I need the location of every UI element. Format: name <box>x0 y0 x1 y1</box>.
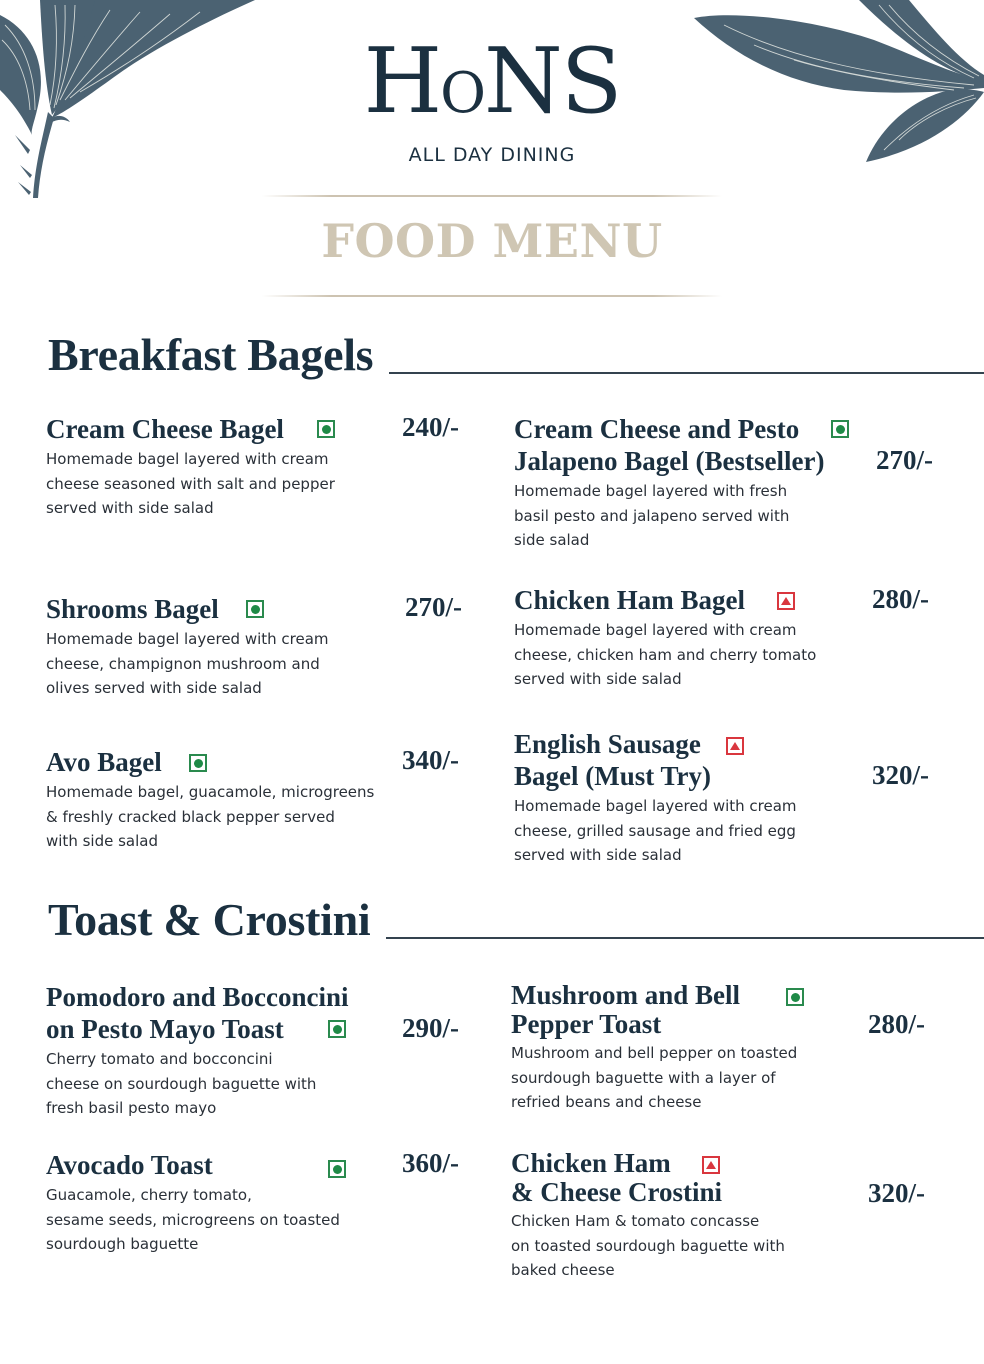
item-price: 280/- <box>872 584 929 614</box>
item-price: 290/- <box>402 1013 459 1043</box>
item-name: Cream Cheese and Pesto <box>514 414 800 444</box>
item-price: 320/- <box>868 1178 925 1208</box>
item-name: Chicken Ham <box>511 1148 671 1178</box>
item-name: Avocado Toast <box>46 1150 213 1180</box>
item-name: Shrooms Bagel <box>46 594 219 624</box>
section-header-breakfast-bagels <box>48 330 984 380</box>
veg-indicator-icon <box>317 420 335 438</box>
item-description: Homemade bagel layered with cream cheese, grilled sausage and fried egg served with side salad <box>514 797 797 864</box>
item-description: Homemade bagel layered with cream cheese, champignon mushroom and olives served with side salad <box>46 630 329 697</box>
veg-indicator-icon <box>328 1020 346 1038</box>
section-divider <box>386 937 984 939</box>
menu-item <box>46 1149 340 1257</box>
item-name: Mushroom and Bell <box>511 980 741 1010</box>
item-name: Pepper Toast <box>511 1009 662 1039</box>
title-divider-bottom <box>262 295 722 297</box>
menu-item <box>514 728 797 868</box>
brand-logo <box>363 29 621 140</box>
section-title: Breakfast Bagels <box>48 329 374 380</box>
item-description: Homemade bagel layered with fresh basil pesto and jalapeno served with side salad <box>514 482 790 549</box>
non-veg-indicator-icon <box>777 592 795 610</box>
section-title: Toast & Crostini <box>48 894 371 945</box>
veg-indicator-icon <box>189 754 207 772</box>
title-divider-top <box>262 195 722 197</box>
non-veg-indicator-icon <box>726 737 744 755</box>
item-price: 280/- <box>868 1009 925 1039</box>
menu-item <box>511 1149 785 1283</box>
item-price: 320/- <box>872 760 929 790</box>
item-name: Avo Bagel <box>46 747 162 777</box>
item-name: Chicken Ham Bagel <box>514 585 746 615</box>
item-description: Homemade bagel layered with cream cheese, chicken ham and cherry tomato served with side salad <box>514 621 817 688</box>
brand-letter: H <box>363 29 441 134</box>
item-price: 240/- <box>402 412 459 442</box>
brand-letter: S <box>560 29 621 134</box>
item-name: on Pesto Mayo Toast <box>46 1014 284 1044</box>
menu-item <box>514 584 816 692</box>
menu-item <box>514 413 824 553</box>
item-name: Pomodoro and Bocconcini <box>46 982 349 1012</box>
veg-indicator-icon <box>786 988 804 1006</box>
menu-item <box>46 413 335 521</box>
brand-tagline: ALL DAY DINING <box>408 144 576 166</box>
brand-header <box>0 29 984 166</box>
menu-item <box>511 981 797 1115</box>
item-name: Bagel (Must Try) <box>514 761 711 791</box>
item-description: Cherry tomato and bocconcini cheese on sourdough baguette with fresh basil pesto mayo <box>46 1050 317 1117</box>
item-description: Homemade bagel layered with cream cheese seasoned with salt and pepper served with side salad <box>46 450 335 517</box>
brand-letter: N <box>484 29 561 134</box>
veg-indicator-icon <box>831 420 849 438</box>
item-description: Mushroom and bell pepper on toasted sourdough baguette with a layer of refried beans and cheese <box>511 1044 798 1111</box>
menu-item <box>46 746 374 854</box>
item-name: Cream Cheese Bagel <box>46 414 284 444</box>
section-header-toast-crostini <box>48 895 984 945</box>
menu-item <box>46 593 329 701</box>
item-description: Chicken Ham & tomato concasse on toasted sourdough baguette with baked cheese <box>511 1212 785 1279</box>
veg-indicator-icon <box>328 1160 346 1178</box>
non-veg-indicator-icon <box>702 1156 720 1174</box>
item-price: 270/- <box>876 445 933 475</box>
item-name: & Cheese Crostini <box>511 1177 722 1207</box>
brand-letter: O <box>440 61 484 126</box>
item-price: 270/- <box>405 592 462 622</box>
item-name: Jalapeno Bagel (Bestseller) <box>514 446 825 476</box>
veg-indicator-icon <box>246 600 264 618</box>
item-price: 360/- <box>402 1148 459 1178</box>
item-name: English Sausage <box>514 729 701 759</box>
item-description: Homemade bagel, guacamole, microgreens & freshly cracked black pepper served with side salad <box>46 783 375 850</box>
item-price: 340/- <box>402 745 459 775</box>
menu-item <box>46 981 349 1121</box>
menu-title: FOOD MENU <box>321 214 663 268</box>
section-divider <box>389 372 984 374</box>
item-description: Guacamole, cherry tomato, sesame seeds, microgreens on toasted sourdough baguette <box>46 1186 340 1253</box>
